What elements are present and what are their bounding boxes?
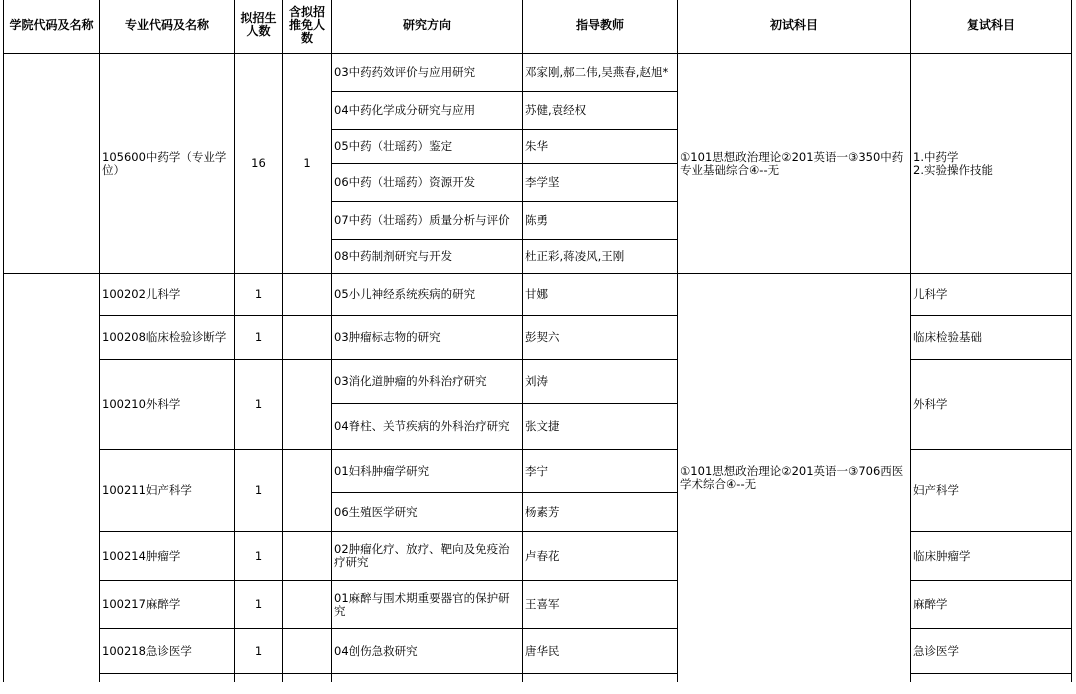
retest-cell: 临床检验基础: [911, 316, 1072, 360]
major-cell: 100217麻醉学: [100, 581, 235, 629]
direction-cell: 08中药制剂研究与开发: [332, 240, 523, 274]
major-cell: 105600中药学（专业学位）: [100, 54, 235, 274]
table-row: [4, 629, 1072, 674]
table-row: [4, 274, 1072, 316]
header-retest: 复试科目: [911, 0, 1072, 54]
header-major: 专业代码及名称: [100, 0, 235, 54]
advisor-cell: 李学坚: [523, 164, 678, 202]
direction-cell: 02肿瘤化疗、放疗、靶向及免疫治疗研究: [332, 532, 523, 581]
table-row: [4, 450, 1072, 493]
header-plan: 拟招生人数: [235, 0, 283, 54]
direction-cell: 01麻醉与围术期重要器官的保护研究: [332, 581, 523, 629]
advisor-cell: 李宁: [523, 450, 678, 493]
exempt-cell: [283, 629, 332, 674]
initial-cell: ①101思想政治理论②201英语一③350中药专业基础综合④--无: [678, 54, 911, 274]
direction-cell: 05中药（壮瑶药）鉴定: [332, 130, 523, 164]
advisor-cell: 卢春花: [523, 532, 678, 581]
major-cell: 100214肿瘤学: [100, 532, 235, 581]
advisor-cell: 张文捷: [523, 404, 678, 450]
exempt-cell: 1: [283, 54, 332, 274]
plan-cell: 1: [235, 274, 283, 316]
plan-cell: 1: [235, 581, 283, 629]
direction-cell: 03中药药效评价与应用研究: [332, 54, 523, 92]
advisor-cell: 朱华: [523, 130, 678, 164]
table-row: [4, 360, 1072, 404]
direction-cell: 01妇科肿瘤学研究: [332, 450, 523, 493]
retest-cell: 麻醉学: [911, 581, 1072, 629]
exempt-cell: [283, 274, 332, 316]
major-cell: [100, 674, 235, 682]
table-row: [4, 532, 1072, 581]
college-cell: [4, 54, 100, 274]
header-initial: 初试科目: [678, 0, 911, 54]
plan-cell: 1: [235, 360, 283, 450]
advisor-cell: 邓家刚,郝二伟,吴燕春,赵旭*: [523, 54, 678, 92]
retest-cell: 急诊医学: [911, 629, 1072, 674]
exempt-cell: [283, 316, 332, 360]
major-cell: 100218急诊医学: [100, 629, 235, 674]
retest-cell: 临床肿瘤学: [911, 532, 1072, 581]
plan-cell: [235, 674, 283, 682]
table-row: [4, 316, 1072, 360]
major-cell: 100208临床检验诊断学: [100, 316, 235, 360]
direction-cell: 06中药（壮瑶药）资源开发: [332, 164, 523, 202]
advisor-cell: 唐华民: [523, 629, 678, 674]
plan-cell: 1: [235, 532, 283, 581]
direction-cell: 03消化道肿瘤的外科治疗研究: [332, 360, 523, 404]
direction-cell: 06生殖医学研究: [332, 493, 523, 532]
table-row: [4, 54, 1072, 92]
advisor-cell: 杨素芳: [523, 493, 678, 532]
advisor-cell: 杜正彩,蒋凌风,王刚: [523, 240, 678, 274]
exempt-cell: [283, 674, 332, 682]
initial-cell: ①101思想政治理论②201英语一③706西医学术综合④--无: [678, 274, 911, 682]
direction-cell: 03肿瘤标志物的研究: [332, 316, 523, 360]
exempt-cell: [283, 450, 332, 532]
plan-cell: 1: [235, 629, 283, 674]
major-cell: 100211妇产科学: [100, 450, 235, 532]
exempt-cell: [283, 360, 332, 450]
college-cell: [4, 274, 100, 682]
header-college: 学院代码及名称: [4, 0, 100, 54]
plan-cell: 16: [235, 54, 283, 274]
direction-cell: 04创伤急救研究: [332, 629, 523, 674]
direction-cell: 05小儿神经系统疾病的研究: [332, 274, 523, 316]
header-exempt: 含拟招推免人数: [283, 0, 332, 54]
direction-cell: 07中药（壮瑶药）质量分析与评价: [332, 202, 523, 240]
header-advisor: 指导教师: [523, 0, 678, 54]
retest-cell: 儿科学: [911, 274, 1072, 316]
retest-cell: 外科学: [911, 360, 1072, 450]
advisor-cell: 王喜军: [523, 581, 678, 629]
exempt-cell: [283, 532, 332, 581]
major-cell: 100210外科学: [100, 360, 235, 450]
advisor-cell: 刘涛: [523, 360, 678, 404]
table-row: [4, 674, 1072, 682]
advisor-cell: [523, 674, 678, 682]
retest-cell: 妇产科学: [911, 450, 1072, 532]
plan-cell: 1: [235, 316, 283, 360]
direction-cell: 04中药化学成分研究与应用: [332, 92, 523, 130]
table-row: [4, 581, 1072, 629]
direction-cell: 04脊柱、关节疾病的外科治疗研究: [332, 404, 523, 450]
enrollment-table: [3, 0, 1072, 682]
advisor-cell: 苏健,袁经权: [523, 92, 678, 130]
major-cell: 100202儿科学: [100, 274, 235, 316]
exempt-cell: [283, 581, 332, 629]
advisor-cell: 彭契六: [523, 316, 678, 360]
direction-cell: [332, 674, 523, 682]
header-row: [4, 0, 1072, 54]
header-direction: 研究方向: [332, 0, 523, 54]
plan-cell: 1: [235, 450, 283, 532]
advisor-cell: 陈勇: [523, 202, 678, 240]
retest-cell: 1.中药学 2.实验操作技能: [911, 54, 1072, 274]
retest-cell: [911, 674, 1072, 682]
advisor-cell: 甘娜: [523, 274, 678, 316]
